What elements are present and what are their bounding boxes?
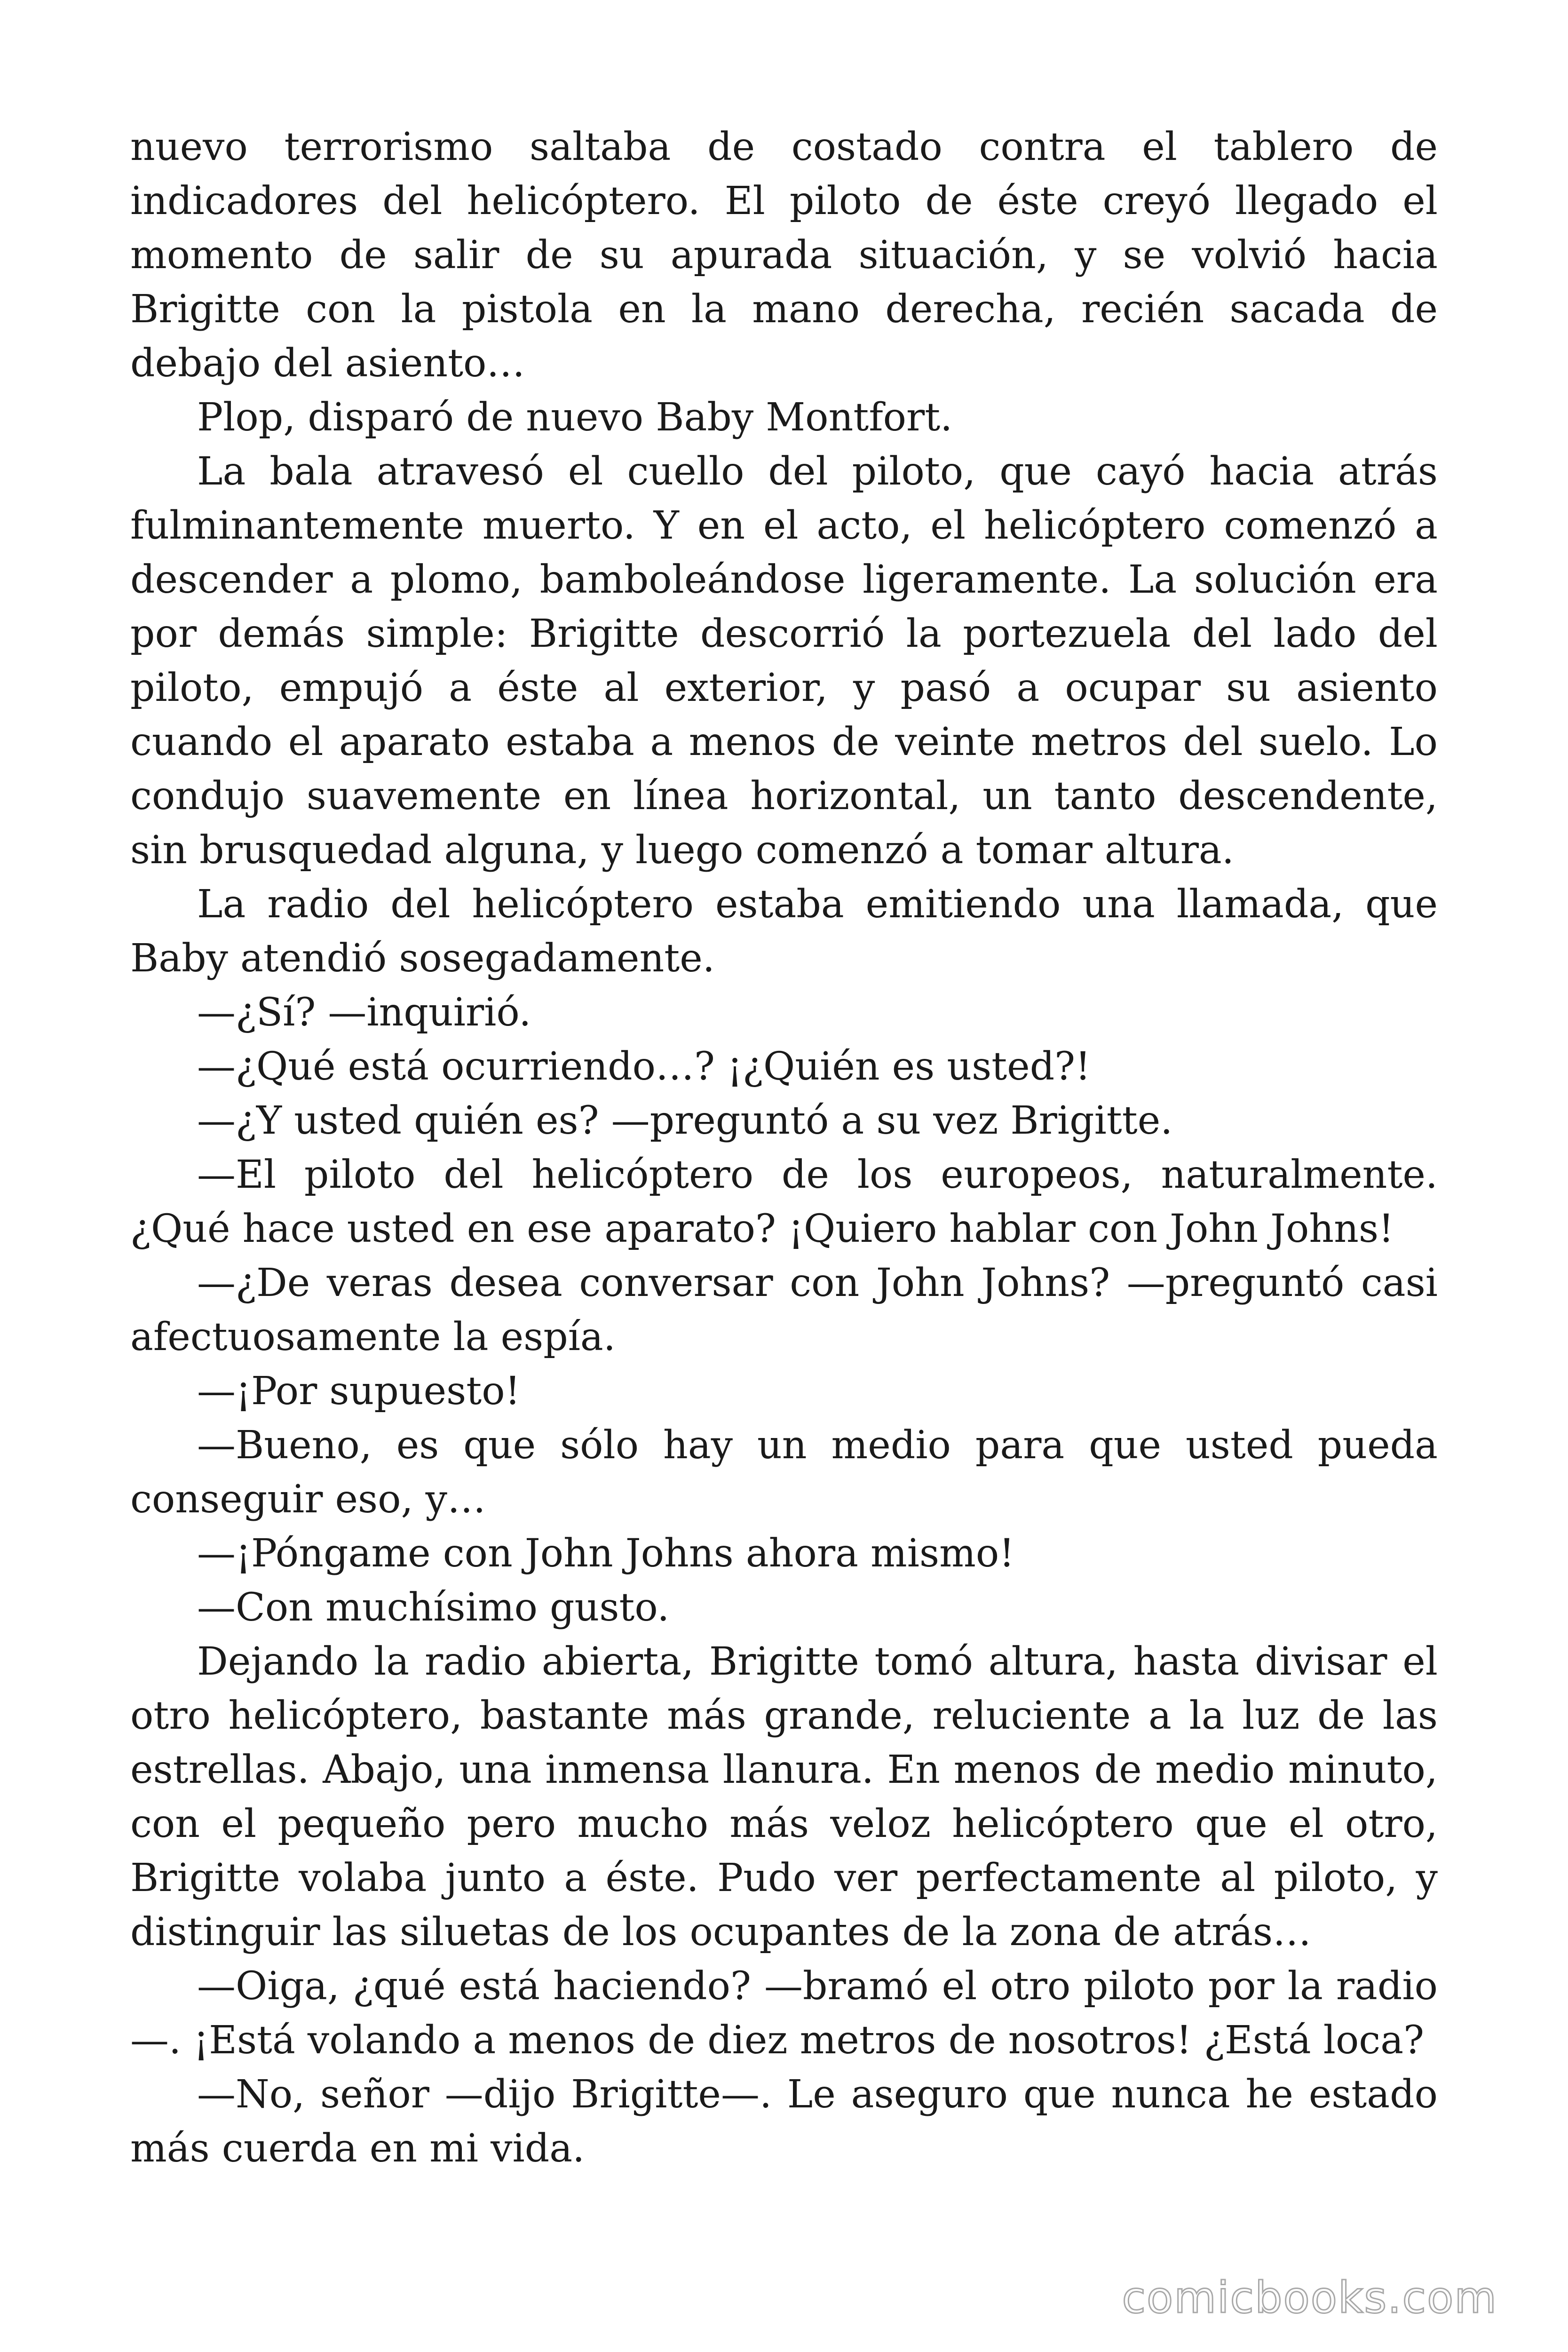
page-body — [130, 120, 1438, 2176]
paragraph: —¿Qué está ocurriendo…? ¡¿Quién es usted?! — [197, 1044, 1091, 1089]
paragraph: —Oiga, ¿qué está haciendo? —bramó el otro piloto por la radio —. ¡Está volando a menos de diez metros de nosotros! ¿Está loca? — [130, 1964, 1438, 2063]
paragraph: —Bueno, es que sólo hay un medio para que usted pueda conseguir eso, y… — [130, 1423, 1438, 1522]
paragraph: —Con muchísimo gusto. — [197, 1585, 670, 1630]
paragraph: Plop, disparó de nuevo Baby Montfort. — [197, 395, 953, 440]
paragraph: —El piloto del helicóptero de los europeos, naturalmente. ¿Qué hace usted en ese aparato? ¡Quiero hablar con John Johns! — [130, 1152, 1438, 1251]
watermark: comicbooks.com — [1122, 2273, 1497, 2323]
paragraph: —No, señor —dijo Brigitte—. Le aseguro que nunca he estado más cuerda en mi vida. — [130, 2072, 1438, 2171]
paragraph: —¡Por supuesto! — [197, 1369, 521, 1414]
paragraph: nuevo terrorismo saltaba de costado contra el tablero de indicadores del helicóptero. El piloto de éste creyó llegado el momento de salir de su apurada situación, y se volvió hacia Brigitte con la pistola en la mano derecha, recién sacada de debajo del asiento… — [130, 125, 1438, 386]
paragraph: —¿De veras desea conversar con John Johns? —preguntó casi afectuosamente la espía. — [130, 1261, 1438, 1359]
paragraph: La radio del helicóptero estaba emitiendo una llamada, que Baby atendió sosegadamente. — [130, 882, 1438, 981]
paragraph: Dejando la radio abierta, Brigitte tomó altura, hasta divisar el otro helicóptero, bastante más grande, reluciente a la luz de las estrellas. Abajo, una inmensa llanura. En menos de medio minuto, con el pequeño pero mucho más veloz helicóptero que el otro, Brigitte volaba junto a éste. Pudo ver perfectamente al piloto, y distinguir las siluetas de los ocupantes de la zona de atrás… — [130, 1639, 1438, 1955]
paragraph: —¿Sí? —inquirió. — [197, 990, 531, 1035]
paragraph: —¿Y usted quién es? —preguntó a su vez Brigitte. — [197, 1098, 1173, 1143]
paragraph: La bala atravesó el cuello del piloto, que cayó hacia atrás fulminantemente muerto. Y en el acto, el helicóptero comenzó a descender a plomo, bamboleándose ligeramente. La solución era por demás simple: Brigitte descorrió la portezuela del lado del piloto, empujó a éste al exterior, y pasó a ocupar su asiento cuando el aparato estaba a menos de veinte metros del suelo. Lo condujo suavemente en línea horizontal, un tanto descendente, sin brusquedad alguna, y luego comenzó a tomar altura. — [130, 449, 1438, 873]
paragraph: —¡Póngame con John Johns ahora mismo! — [197, 1531, 1015, 1576]
